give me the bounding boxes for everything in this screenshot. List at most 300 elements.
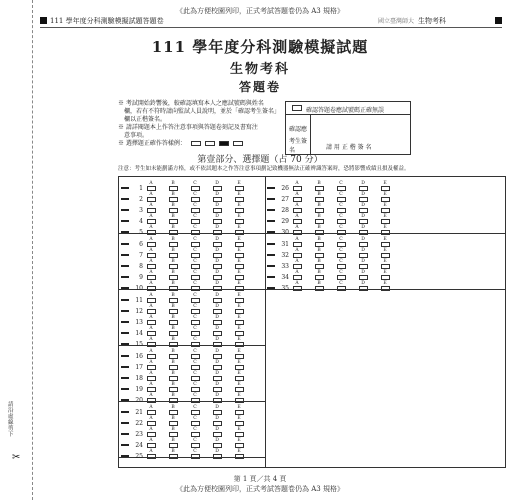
bubble-icon[interactable] [169,186,178,191]
bubble-icon[interactable] [169,387,178,392]
answer-option-e[interactable] [379,259,391,269]
bubble-icon[interactable] [169,275,178,280]
answer-option-a[interactable] [145,449,157,459]
answer-option-b[interactable] [167,371,179,381]
bubble-icon[interactable] [147,186,156,191]
answer-option-a[interactable] [291,248,303,258]
answer-option-a[interactable] [145,214,157,224]
answer-option-d[interactable] [211,181,223,191]
bubble-icon[interactable] [235,387,244,392]
bubble-icon[interactable] [213,443,222,448]
bubble-icon[interactable] [337,197,346,202]
bubble-icon[interactable] [169,331,178,336]
answer-option-b[interactable] [313,248,325,258]
signature-hint[interactable]: 請 用 正 楷 簽 名 [326,144,372,151]
answer-option-c[interactable] [335,259,347,269]
bubble-icon[interactable] [191,219,200,224]
bubble-icon[interactable] [213,275,222,280]
bubble-icon[interactable] [235,253,244,258]
bubble-icon[interactable] [293,197,302,202]
bubble-icon[interactable] [147,275,156,280]
answer-option-b[interactable] [313,181,325,191]
answer-option-a[interactable] [145,181,157,191]
answer-option-b[interactable] [167,248,179,258]
answer-option-a[interactable] [291,270,303,280]
answer-option-a[interactable] [291,192,303,202]
answer-option-c[interactable] [189,192,201,202]
bubble-icon[interactable] [169,264,178,269]
answer-option-c[interactable] [335,203,347,213]
bubble-icon[interactable] [169,354,178,359]
bubble-icon[interactable] [147,365,156,370]
bubble-icon[interactable] [337,208,346,213]
answer-option-c[interactable] [189,371,201,381]
answer-option-e[interactable] [233,416,245,426]
bubble-icon[interactable] [381,242,390,247]
bubble-icon[interactable] [337,286,346,291]
answer-option-e[interactable] [233,259,245,269]
answer-option-a[interactable] [145,203,157,213]
answer-option-d[interactable] [211,304,223,314]
answer-option-c[interactable] [335,192,347,202]
answer-option-e[interactable] [379,181,391,191]
bubble-icon[interactable] [169,454,178,459]
answer-option-e[interactable] [233,304,245,314]
bubble-icon[interactable] [147,454,156,459]
bubble-icon[interactable] [147,354,156,359]
bubble-icon[interactable] [147,421,156,426]
answer-option-a[interactable] [145,192,157,202]
bubble-icon[interactable] [293,219,302,224]
bubble-icon[interactable] [235,242,244,247]
answer-option-d[interactable] [211,449,223,459]
bubble-icon[interactable] [213,410,222,415]
answer-option-a[interactable] [145,248,157,258]
answer-option-c[interactable] [189,293,201,303]
bubble-icon[interactable] [381,208,390,213]
answer-option-c[interactable] [189,438,201,448]
answer-option-c[interactable] [189,214,201,224]
answer-option-d[interactable] [357,237,369,247]
bubble-icon[interactable] [235,197,244,202]
answer-option-e[interactable] [233,270,245,280]
answer-option-a[interactable] [145,427,157,437]
bubble-icon[interactable] [147,376,156,381]
bubble-icon[interactable] [147,208,156,213]
answer-option-d[interactable] [211,214,223,224]
answer-option-e[interactable] [233,237,245,247]
bubble-icon[interactable] [147,387,156,392]
answer-option-c[interactable] [335,281,347,291]
answer-option-b[interactable] [313,281,325,291]
bubble-icon[interactable] [191,309,200,314]
bubble-icon[interactable] [337,242,346,247]
answer-option-b[interactable] [167,203,179,213]
answer-option-d[interactable] [211,371,223,381]
bubble-icon[interactable] [293,253,302,258]
bubble-icon[interactable] [147,264,156,269]
bubble-icon[interactable] [235,186,244,191]
bubble-icon[interactable] [147,410,156,415]
answer-option-c[interactable] [189,349,201,359]
bubble-icon[interactable] [235,410,244,415]
answer-option-a[interactable] [145,416,157,426]
bubble-icon[interactable] [169,421,178,426]
answer-option-a[interactable] [291,203,303,213]
bubble-icon[interactable] [235,264,244,269]
bubble-icon[interactable] [235,443,244,448]
answer-option-c[interactable] [189,270,201,280]
bubble-icon[interactable] [191,365,200,370]
answer-option-d[interactable] [211,293,223,303]
bubble-icon[interactable] [147,443,156,448]
bubble-icon[interactable] [381,219,390,224]
bubble-icon[interactable] [213,454,222,459]
bubble-icon[interactable] [293,208,302,213]
answer-option-e[interactable] [233,181,245,191]
answer-option-b[interactable] [167,315,179,325]
answer-option-c[interactable] [335,214,347,224]
answer-option-e[interactable] [233,449,245,459]
bubble-icon[interactable] [213,264,222,269]
answer-option-e[interactable] [233,360,245,370]
answer-option-e[interactable] [233,326,245,336]
answer-option-a[interactable] [291,237,303,247]
bubble-icon[interactable] [147,197,156,202]
answer-option-c[interactable] [335,270,347,280]
bubble-icon[interactable] [191,186,200,191]
bubble-icon[interactable] [191,331,200,336]
answer-option-a[interactable] [145,405,157,415]
answer-option-d[interactable] [211,427,223,437]
bubble-icon[interactable] [337,275,346,280]
answer-option-b[interactable] [167,181,179,191]
answer-option-b[interactable] [313,270,325,280]
answer-option-b[interactable] [167,192,179,202]
bubble-icon[interactable] [213,320,222,325]
answer-option-a[interactable] [145,259,157,269]
bubble-icon[interactable] [169,298,178,303]
answer-option-d[interactable] [211,203,223,213]
answer-option-b[interactable] [313,237,325,247]
answer-option-d[interactable] [211,405,223,415]
bubble-icon[interactable] [191,208,200,213]
answer-option-c[interactable] [189,382,201,392]
bubble-icon[interactable] [169,432,178,437]
answer-option-d[interactable] [211,259,223,269]
bubble-icon[interactable] [147,298,156,303]
bubble-icon[interactable] [191,354,200,359]
answer-option-b[interactable] [167,349,179,359]
bubble-icon[interactable] [213,242,222,247]
answer-option-e[interactable] [379,281,391,291]
bubble-icon[interactable] [381,264,390,269]
bubble-icon[interactable] [213,354,222,359]
bubble-icon[interactable] [235,309,244,314]
bubble-icon[interactable] [235,219,244,224]
bubble-icon[interactable] [191,387,200,392]
answer-option-d[interactable] [357,281,369,291]
bubble-icon[interactable] [191,298,200,303]
bubble-icon[interactable] [169,219,178,224]
answer-option-e[interactable] [233,405,245,415]
bubble-icon[interactable] [191,253,200,258]
bubble-icon[interactable] [147,320,156,325]
bubble-icon[interactable] [213,376,222,381]
answer-option-c[interactable] [189,237,201,247]
bubble-icon[interactable] [169,365,178,370]
bubble-icon[interactable] [359,197,368,202]
bubble-icon[interactable] [213,219,222,224]
answer-option-a[interactable] [145,237,157,247]
answer-option-e[interactable] [233,349,245,359]
answer-option-e[interactable] [233,203,245,213]
answer-option-d[interactable] [211,248,223,258]
bubble-icon[interactable] [293,286,302,291]
answer-option-d[interactable] [357,248,369,258]
bubble-icon[interactable] [315,186,324,191]
answer-option-a[interactable] [291,181,303,191]
bubble-icon[interactable] [191,454,200,459]
answer-option-e[interactable] [233,293,245,303]
bubble-icon[interactable] [235,432,244,437]
answer-option-b[interactable] [167,382,179,392]
bubble-icon[interactable] [191,197,200,202]
bubble-icon[interactable] [213,309,222,314]
answer-option-c[interactable] [189,427,201,437]
bubble-icon[interactable] [169,309,178,314]
answer-option-c[interactable] [189,203,201,213]
answer-option-d[interactable] [211,315,223,325]
bubble-icon[interactable] [235,421,244,426]
bubble-icon[interactable] [191,320,200,325]
bubble-icon[interactable] [359,242,368,247]
bubble-icon[interactable] [169,208,178,213]
answer-option-d[interactable] [357,270,369,280]
answer-option-e[interactable] [379,270,391,280]
answer-option-c[interactable] [189,315,201,325]
bubble-icon[interactable] [235,376,244,381]
bubble-icon[interactable] [359,208,368,213]
answer-option-c[interactable] [189,405,201,415]
bubble-icon[interactable] [213,253,222,258]
answer-option-a[interactable] [145,270,157,280]
bubble-icon[interactable] [293,186,302,191]
answer-option-e[interactable] [233,248,245,258]
bubble-icon[interactable] [191,376,200,381]
answer-option-e[interactable] [233,192,245,202]
bubble-icon[interactable] [191,275,200,280]
answer-option-b[interactable] [313,214,325,224]
answer-option-d[interactable] [211,382,223,392]
answer-option-b[interactable] [167,360,179,370]
bubble-icon[interactable] [213,208,222,213]
answer-option-d[interactable] [211,270,223,280]
bubble-icon[interactable] [213,298,222,303]
answer-option-d[interactable] [357,181,369,191]
answer-option-e[interactable] [233,427,245,437]
answer-option-d[interactable] [357,214,369,224]
bubble-icon[interactable] [169,242,178,247]
bubble-icon[interactable] [235,331,244,336]
answer-option-c[interactable] [189,304,201,314]
answer-option-c[interactable] [189,416,201,426]
bubble-icon[interactable] [293,275,302,280]
bubble-icon[interactable] [191,443,200,448]
answer-option-a[interactable] [145,382,157,392]
answer-option-c[interactable] [335,248,347,258]
bubble-icon[interactable] [213,432,222,437]
answer-option-a[interactable] [145,438,157,448]
answer-option-d[interactable] [211,360,223,370]
checkbox-icon[interactable] [292,105,302,111]
answer-option-b[interactable] [167,416,179,426]
answer-option-b[interactable] [167,405,179,415]
bubble-icon[interactable] [191,432,200,437]
bubble-icon[interactable] [235,454,244,459]
bubble-icon[interactable] [147,219,156,224]
answer-option-b[interactable] [167,449,179,459]
answer-option-c[interactable] [189,326,201,336]
bubble-icon[interactable] [213,365,222,370]
answer-option-e[interactable] [233,382,245,392]
bubble-icon[interactable] [213,387,222,392]
answer-option-b[interactable] [313,192,325,202]
bubble-icon[interactable] [315,242,324,247]
answer-option-b[interactable] [167,326,179,336]
answer-option-b[interactable] [313,259,325,269]
answer-option-b[interactable] [167,237,179,247]
bubble-icon[interactable] [337,186,346,191]
answer-option-e[interactable] [233,438,245,448]
bubble-icon[interactable] [315,286,324,291]
bubble-icon[interactable] [213,197,222,202]
bubble-icon[interactable] [381,275,390,280]
answer-option-a[interactable] [145,371,157,381]
bubble-icon[interactable] [315,275,324,280]
bubble-icon[interactable] [191,410,200,415]
bubble-icon[interactable] [235,365,244,370]
bubble-icon[interactable] [213,331,222,336]
answer-option-b[interactable] [167,293,179,303]
answer-option-a[interactable] [291,281,303,291]
bubble-icon[interactable] [147,309,156,314]
answer-option-b[interactable] [167,214,179,224]
answer-option-c[interactable] [189,181,201,191]
bubble-icon[interactable] [359,219,368,224]
answer-option-e[interactable] [379,192,391,202]
answer-option-b[interactable] [167,270,179,280]
bubble-icon[interactable] [169,320,178,325]
bubble-icon[interactable] [147,331,156,336]
answer-option-d[interactable] [211,438,223,448]
bubble-icon[interactable] [235,275,244,280]
answer-option-d[interactable] [211,416,223,426]
bubble-icon[interactable] [359,186,368,191]
answer-option-b[interactable] [167,438,179,448]
bubble-icon[interactable] [337,253,346,258]
bubble-icon[interactable] [235,298,244,303]
bubble-icon[interactable] [337,264,346,269]
bubble-icon[interactable] [191,421,200,426]
answer-option-e[interactable] [379,237,391,247]
bubble-icon[interactable] [315,197,324,202]
answer-option-b[interactable] [313,203,325,213]
answer-option-a[interactable] [145,326,157,336]
answer-option-d[interactable] [211,349,223,359]
answer-option-c[interactable] [189,248,201,258]
bubble-icon[interactable] [147,253,156,258]
answer-option-d[interactable] [211,192,223,202]
bubble-icon[interactable] [359,286,368,291]
bubble-icon[interactable] [191,264,200,269]
bubble-icon[interactable] [359,253,368,258]
answer-option-b[interactable] [167,427,179,437]
bubble-icon[interactable] [381,253,390,258]
bubble-icon[interactable] [381,286,390,291]
bubble-icon[interactable] [169,410,178,415]
bubble-icon[interactable] [235,320,244,325]
bubble-icon[interactable] [359,275,368,280]
answer-option-c[interactable] [335,181,347,191]
answer-option-c[interactable] [189,449,201,459]
bubble-icon[interactable] [337,219,346,224]
answer-option-e[interactable] [379,214,391,224]
bubble-icon[interactable] [235,208,244,213]
answer-option-b[interactable] [167,259,179,269]
bubble-icon[interactable] [147,242,156,247]
bubble-icon[interactable] [293,264,302,269]
bubble-icon[interactable] [315,219,324,224]
answer-option-e[interactable] [233,214,245,224]
bubble-icon[interactable] [147,432,156,437]
answer-option-a[interactable] [291,259,303,269]
bubble-icon[interactable] [213,186,222,191]
bubble-icon[interactable] [315,253,324,258]
bubble-icon[interactable] [191,242,200,247]
answer-option-d[interactable] [357,192,369,202]
answer-option-a[interactable] [145,293,157,303]
answer-option-d[interactable] [211,237,223,247]
bubble-icon[interactable] [169,197,178,202]
answer-option-a[interactable] [145,304,157,314]
answer-option-d[interactable] [211,326,223,336]
bubble-icon[interactable] [213,421,222,426]
answer-option-a[interactable] [145,315,157,325]
bubble-icon[interactable] [381,197,390,202]
answer-option-b[interactable] [167,304,179,314]
bubble-icon[interactable] [315,208,324,213]
answer-option-e[interactable] [379,203,391,213]
bubble-icon[interactable] [169,443,178,448]
answer-option-c[interactable] [335,237,347,247]
answer-option-e[interactable] [379,248,391,258]
answer-option-d[interactable] [357,259,369,269]
answer-option-a[interactable] [145,349,157,359]
answer-option-d[interactable] [357,203,369,213]
bubble-icon[interactable] [315,264,324,269]
bubble-icon[interactable] [293,242,302,247]
answer-option-a[interactable] [291,214,303,224]
bubble-icon[interactable] [169,253,178,258]
answer-option-a[interactable] [145,360,157,370]
bubble-icon[interactable] [381,186,390,191]
answer-option-c[interactable] [189,259,201,269]
answer-option-e[interactable] [233,371,245,381]
answer-option-c[interactable] [189,360,201,370]
bubble-icon[interactable] [235,354,244,359]
bubble-icon[interactable] [359,264,368,269]
